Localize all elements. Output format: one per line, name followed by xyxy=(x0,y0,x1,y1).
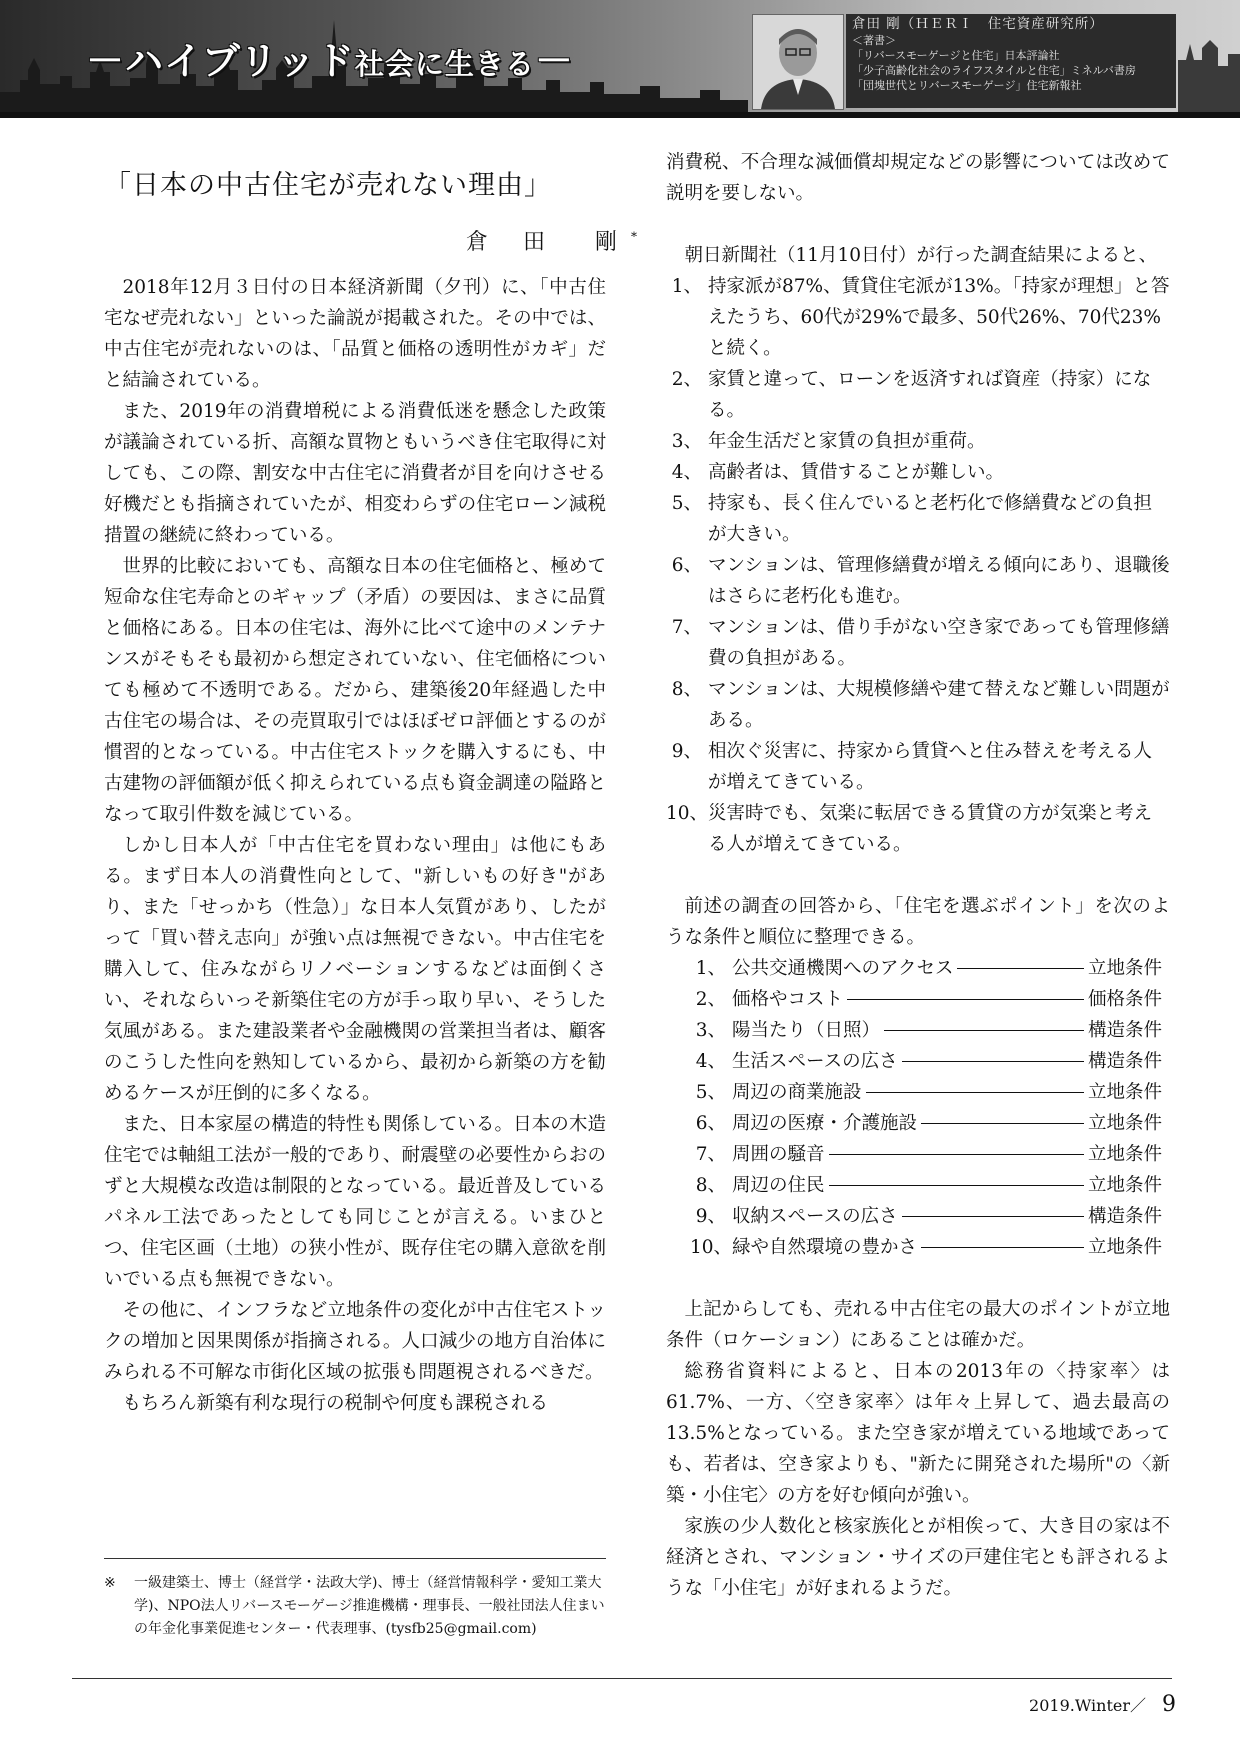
list-item xyxy=(666,364,1170,426)
list-item xyxy=(666,1046,1170,1077)
list-item xyxy=(666,1015,1170,1046)
point-category: 構造条件 xyxy=(1088,1206,1163,1227)
paragraph-continued: 消費税、不合理な減価償却規定などの影響については改めて説明を要しない。 xyxy=(666,152,1170,204)
list-text: マンションは、管理修繕費が増える傾向にあり、退職後はさらに老朽化も進む。 xyxy=(708,555,1170,607)
point-label: 公共交通機関へのアクセス xyxy=(732,958,954,979)
list-number: 9、 xyxy=(671,741,702,762)
points-list xyxy=(666,953,1170,1263)
list-number: 4、 xyxy=(695,1051,726,1072)
point-category: 立地条件 xyxy=(1088,1175,1163,1196)
series-title-dash-right: － xyxy=(534,39,574,83)
list-number: 3、 xyxy=(671,431,702,452)
page-footer xyxy=(1029,1692,1176,1717)
paragraph: 世界的比較においても、高額な日本の住宅価格と、極めて短命な住宅寿命とのギャップ（矛盾）の要因は、まさに品質と価格にある。日本の住宅は、海外に比べて途中のメンテナンスがそもそも最初から想定されていない、住宅価格についても極めて不透明である。だから、建築後20年経過した中古住宅の場合は、その売買取引ではほぼゼロ評価とするのが慣習的となっている。中古住宅ストックを購入するにも、中古建物の評価額が低く抑えられている点も資金調達の隘路となって取引件数を減じている。 xyxy=(104,556,606,825)
list-text: 家賃と違って、ローンを返済すれば資産（持家）になる。 xyxy=(708,369,1152,421)
point-category: 立地条件 xyxy=(1088,1113,1163,1134)
list-number: 1、 xyxy=(695,958,726,979)
paragraph: その他に、インフラなど立地条件の変化が中古住宅ストックの増加と因果関係が指摘される。人口減少の地方自治体にみられる不可解な市街化区域の拡張も問題視されるべきだ。 xyxy=(104,1300,606,1383)
list-text: 持家派が87%、賃貸住宅派が13%。「持家が理想」と答えたうち、60代が29%で最多、50代26%、70代23%と続く。 xyxy=(708,276,1170,359)
list-item xyxy=(666,488,1170,550)
author-info-box xyxy=(846,14,1176,108)
list-number: 6、 xyxy=(695,1113,726,1134)
series-title-dash-left: － xyxy=(86,39,126,83)
point-category: 立地条件 xyxy=(1088,1082,1163,1103)
right-column xyxy=(666,147,1170,1604)
point-label: 生活スペースの広さ xyxy=(732,1051,898,1072)
author-portrait xyxy=(752,14,844,110)
list-item xyxy=(666,798,1170,860)
survey-lead: 朝日新聞社（11月10日付）が行った調査結果によると、 xyxy=(684,245,1158,266)
point-category: 立地条件 xyxy=(1088,1237,1163,1258)
article-title: 「日本の中古住宅が売れない理由」 xyxy=(104,170,552,201)
list-number: 2、 xyxy=(695,989,726,1010)
list-text: 持家も、長く住んでいると老朽化で修繕費などの負担が大きい。 xyxy=(708,493,1153,545)
leader-line xyxy=(884,1030,1084,1031)
leader-line xyxy=(902,1061,1084,1062)
list-item xyxy=(666,550,1170,612)
list-text: 年金生活だと家賃の負担が重荷。 xyxy=(708,431,986,452)
points-lead: 前述の調査の回答から、「住宅を選ぶポイント」を次のような条件と順位に整理できる。 xyxy=(666,896,1170,948)
paragraph: 総務省資料によると、日本の2013年の〈持家率〉は61.7%、一方、〈空き家率〉は年々上昇して、過去最高の13.5%となっている。また空き家が増えている地域であっても、若者は、空き家よりも、"新たに開発された場所"の〈新築・小住宅〉の方を好む傾向が強い。 xyxy=(666,1361,1170,1506)
list-number: 6、 xyxy=(671,555,702,576)
book-item: 「リバースモーゲージと住宅」日本評論社 xyxy=(852,49,1060,62)
footer-divider xyxy=(72,1678,1172,1679)
list-number: 8、 xyxy=(695,1175,726,1196)
paragraph: 2018年12月３日付の日本経済新聞（夕刊）に、「中古住宅なぜ売れない」といった論説が掲載された。その中では、中古住宅が売れないのは、「品質と価格の透明性がカギ」だと結論されている。 xyxy=(104,277,606,391)
list-text: 高齢者は、賃借することが難しい。 xyxy=(708,462,1005,483)
list-item xyxy=(666,984,1170,1015)
paragraph: もちろん新築有利な現行の税制や何度も課税される xyxy=(122,1393,549,1414)
books-heading: ＜著書＞ xyxy=(852,34,896,47)
series-title-main: ハイブリッド xyxy=(125,39,355,83)
article-author xyxy=(466,225,637,256)
list-number: 5、 xyxy=(671,493,702,514)
list-item xyxy=(666,612,1170,674)
list-item xyxy=(666,1077,1170,1108)
point-label: 周囲の騒音 xyxy=(732,1144,825,1165)
issue-label: 2019.Winter／ xyxy=(1029,1696,1146,1715)
list-item xyxy=(666,426,1170,457)
list-number: 2、 xyxy=(671,369,702,390)
point-category: 価格条件 xyxy=(1088,989,1163,1010)
leader-line xyxy=(829,1154,1084,1155)
paragraph: 上記からしても、売れる中古住宅の最大のポイントが立地条件（ロケーション）にあることは確かだ。 xyxy=(666,1299,1170,1351)
point-label: 周辺の医療・介護施設 xyxy=(732,1113,918,1134)
book-item: 「少子高齢化社会のライフスタイルと住宅」ミネルバ書房 xyxy=(852,64,1136,77)
paragraph: また、日本家屋の構造的特性も関係している。日本の木造住宅では軸組工法が一般的であり、耐震壁の必要性からおのずと大規模な改造は制限的となっている。最近普及しているパネル工法であったとしても同じことが言える。いまひとつ、住宅区画（土地）の狭小性が、既存住宅の購入意欲を削いでいる点も無視できない。 xyxy=(104,1114,606,1290)
list-item xyxy=(666,457,1170,488)
list-number: 7、 xyxy=(695,1144,726,1165)
leader-line xyxy=(866,1092,1084,1093)
list-text: 災害時でも、気楽に転居できる賃貸の方が気楽と考える人が増えてきている。 xyxy=(708,803,1153,855)
author-photo-icon xyxy=(753,15,843,109)
point-label: 陽当たり（日照） xyxy=(732,1020,881,1041)
page-number: 9 xyxy=(1162,1692,1176,1717)
point-label: 周辺の住民 xyxy=(732,1175,825,1196)
author-name: 倉田 剛（ＨＥＲＩ 住宅資産研究所） xyxy=(852,16,1104,32)
list-item xyxy=(666,1108,1170,1139)
point-label: 周辺の商業施設 xyxy=(732,1082,862,1103)
header-banner xyxy=(0,0,1240,118)
series-title xyxy=(86,30,574,85)
left-column xyxy=(104,272,606,1419)
leader-line xyxy=(921,1123,1084,1124)
list-item xyxy=(666,953,1170,984)
list-number: 7、 xyxy=(671,617,702,638)
list-number: 10、 xyxy=(690,1237,733,1258)
footnote-mark: ※ xyxy=(104,1575,116,1591)
list-number: 10、 xyxy=(666,803,709,824)
survey-list xyxy=(666,271,1170,860)
footnote-divider xyxy=(104,1558,606,1559)
list-number: 4、 xyxy=(671,462,702,483)
leader-line xyxy=(921,1247,1084,1248)
paragraph: しかし日本人が「中古住宅を買わない理由」は他にもある。まず日本人の消費性向として、"新しいもの好き"があり、また「せっかち（性急）」な日本人気質があり、したがって「買い替え志向」が強い点は無視できない。中古住宅を購入して、住みながらリノベーションするなどは面倒くさい、それならいっそ新築住宅の方が手っ取り早い、そうした気風がある。また建設業者や金融機関の営業担当者は、顧客のこうした性向を熟知しているから、最初から新築の方を勧めるケースが圧倒的に多くなる。 xyxy=(104,835,606,1104)
point-label: 緑や自然環境の豊かさ xyxy=(732,1237,918,1258)
footnote xyxy=(104,1572,606,1641)
list-number: 8、 xyxy=(671,679,702,700)
list-item xyxy=(666,271,1170,364)
series-title-sub: 社会に生きる xyxy=(354,47,535,81)
list-item xyxy=(666,1201,1170,1232)
list-text: 相次ぐ災害に、持家から賃貸へと住み替えを考える人が増えてきている。 xyxy=(708,741,1153,793)
list-number: 1、 xyxy=(671,276,702,297)
list-number: 3、 xyxy=(695,1020,726,1041)
paragraph: 家族の少人数化と核家族化とが相俟って、大き目の家は不経済とされ、マンション・サイズの戸建住宅とも評されるような「小住宅」が好まれるようだ。 xyxy=(666,1516,1170,1599)
point-label: 収納スペースの広さ xyxy=(732,1206,898,1227)
list-number: 9、 xyxy=(695,1206,726,1227)
list-item xyxy=(666,736,1170,798)
footnote-text: 一級建築士、博士（経営学・法政大学)、博士（経営情報科学・愛知工業大学)、NPO法人リバースモーゲージ推進機構・理事長、一般社団法人住まいの年金化事業促進センター・代表理事、(tysfb25@gmail.com) xyxy=(134,1575,605,1637)
point-category: 立地条件 xyxy=(1088,1144,1163,1165)
leader-line xyxy=(957,968,1084,969)
point-category: 立地条件 xyxy=(1088,958,1163,979)
leader-line xyxy=(829,1185,1084,1186)
list-item xyxy=(666,1232,1170,1263)
author-footnote-mark: * xyxy=(631,229,637,244)
list-item xyxy=(666,1170,1170,1201)
list-text: マンションは、大規模修繕や建て替えなど難しい問題がある。 xyxy=(708,679,1170,731)
point-category: 構造条件 xyxy=(1088,1051,1163,1072)
list-number: 5、 xyxy=(695,1082,726,1103)
leader-line xyxy=(902,1216,1084,1217)
list-item xyxy=(666,674,1170,736)
paragraph: また、2019年の消費増税による消費低迷を懸念した政策が議論されている折、高額な買物ともいうべき住宅取得に対しても、この際、割安な中古住宅に消費者が目を向けさせる好機だとも指摘されていたが、相変わらずの住宅ローン減税措置の継続に終わっている。 xyxy=(104,401,606,546)
author-byline: 倉 田 剛 xyxy=(466,230,631,255)
point-label: 価格やコスト xyxy=(732,989,844,1010)
list-text: マンションは、借り手がない空き家であっても管理修繕費の負担がある。 xyxy=(708,617,1170,669)
point-category: 構造条件 xyxy=(1088,1020,1163,1041)
list-item xyxy=(666,1139,1170,1170)
book-item: 「団塊世代とリバースモーゲージ」住宅新報社 xyxy=(852,79,1082,92)
leader-line xyxy=(847,999,1084,1000)
